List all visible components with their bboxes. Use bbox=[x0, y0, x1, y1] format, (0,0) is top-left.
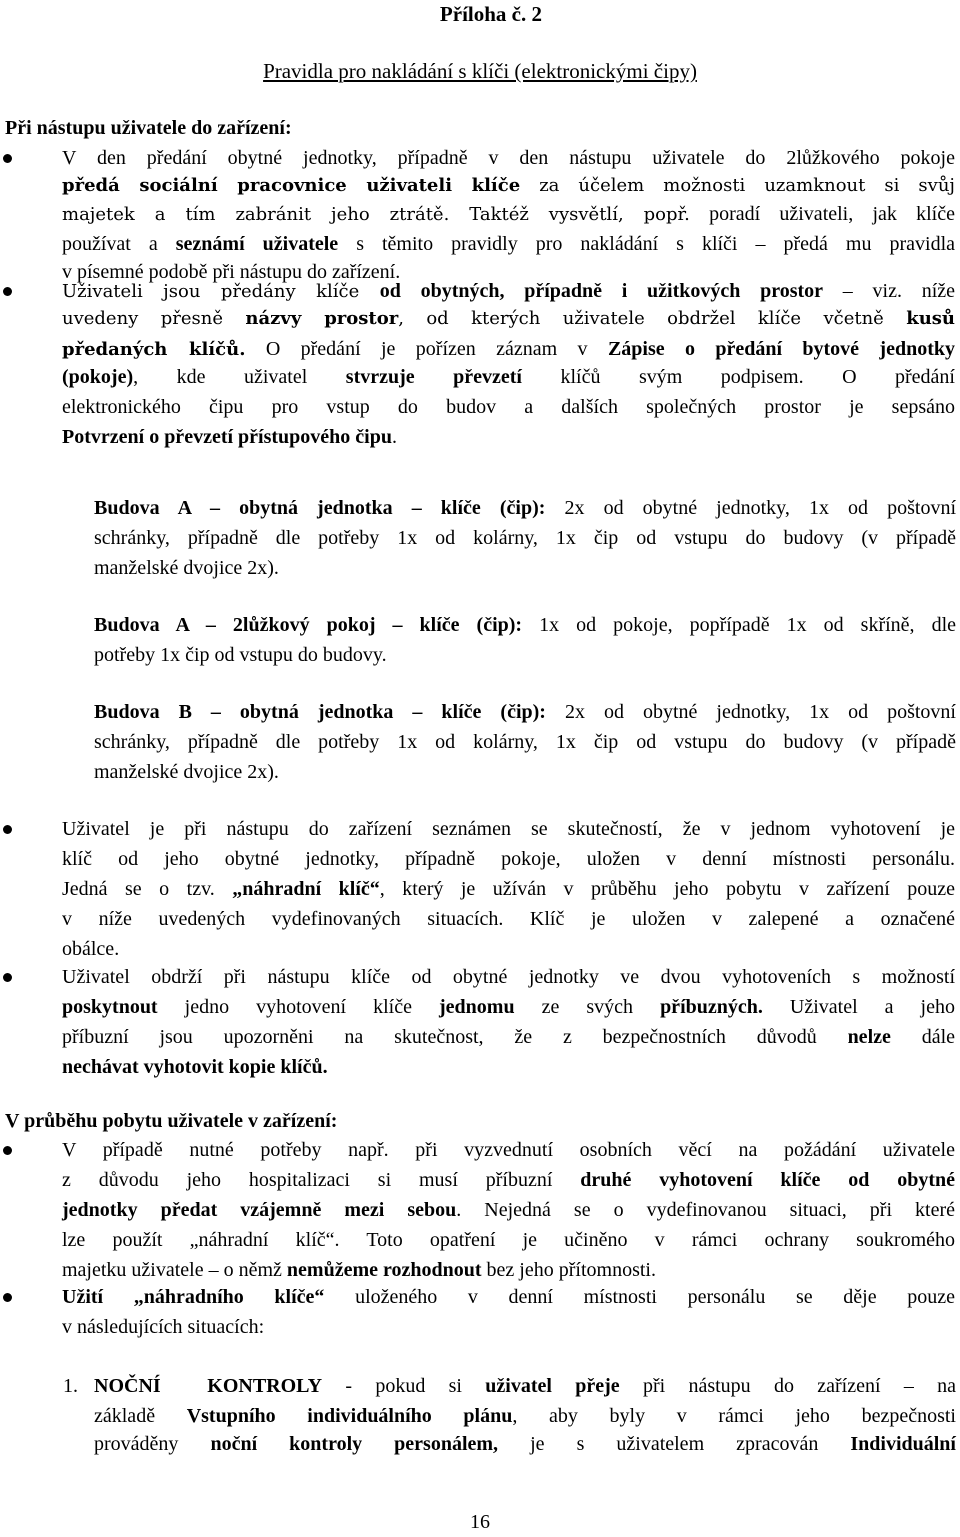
text-line: Uživatel obdrží při nástupu klíče od obytné jednotky ve dvou vyhotoveních s možností bbox=[62, 966, 955, 988]
document-title: Pravidla pro nakládání s klíči (elektronickými čipy) bbox=[263, 59, 697, 83]
annex-label: Příloha č. 2 bbox=[439, 2, 542, 26]
text-line: elektronického čipu pro vstup do budov a dalších společných prostor je sepsáno bbox=[62, 396, 955, 418]
text-line: majetek a tím zabránit jeho ztrátě. Taktéž vysvětlí, popř. poradí uživateli, jak klíče bbox=[62, 203, 955, 225]
text-line: nechávat vyhotovit kopie klíčů. bbox=[62, 1056, 328, 1078]
text-line: uvedeny přesně názvy prostor, od kterých uživatele obdržel klíče včetně kusů bbox=[62, 308, 955, 329]
text-line: Potvrzení o převzetí přístupového čipu. bbox=[62, 426, 397, 448]
text-line: z důvodu jeho hospitalizaci si musí příbuzní druhé vyhotovení klíče od obytné bbox=[62, 1169, 955, 1191]
bullet-dot bbox=[3, 1293, 12, 1302]
text-line: Uživateli jsou předány klíče od obytných, případně i užitkových prostor – viz. níže bbox=[62, 280, 955, 302]
text-line: schránky, případně dle potřeby 1x od kolárny, 1x čip od vstupu do budovy (v případě bbox=[94, 731, 956, 753]
text-line: majetku uživatele – o němž nemůžeme rozhodnout bez jeho přítomnosti. bbox=[62, 1259, 656, 1281]
page-number: 16 bbox=[470, 1511, 490, 1533]
text-line: Užití „náhradního klíče“ uloženého v denní místnosti personálu se děje pouze bbox=[62, 1286, 955, 1308]
text-line: V případě nutné potřeby např. při vyzvednutí osobních věcí na požádání uživatele bbox=[62, 1139, 955, 1161]
bullet-dot bbox=[3, 973, 12, 982]
text-line: v níže uvedených vydefinovaných situacích. Klíč je uložen v zalepené a označené bbox=[62, 908, 955, 930]
list-number: 1. bbox=[63, 1375, 78, 1397]
bullet-dot bbox=[3, 154, 12, 163]
text-line: potřeby 1x čip od vstupu do budovy. bbox=[94, 644, 387, 666]
text-line: (pokoje), kde uživatel stvrzuje převzetí klíčů svým podpisem. O předání bbox=[62, 366, 955, 388]
text-line: manželské dvojice 2x). bbox=[94, 557, 279, 579]
text-line: Budova A – obytná jednotka – klíče (čip): 2x od obytné jednotky, 1x od poštovní bbox=[94, 497, 956, 519]
text-line: Jedná se o tzv. „náhradní klíč“, který je užíván v průběhu jeho pobytu v zařízení pouze bbox=[62, 878, 955, 900]
section-heading-stay: V průběhu pobytu uživatele v zařízení: bbox=[5, 1110, 338, 1132]
text-line: Uživatel je při nástupu do zařízení seznámen se skutečností, že v jednom vyhotovení je bbox=[62, 818, 955, 840]
bullet-dot bbox=[3, 1146, 12, 1155]
text-line: obálce. bbox=[62, 938, 120, 960]
bullet-dot bbox=[3, 287, 12, 296]
text-line: klíč od jeho obytné jednotky, případně pokoje, uložen v denní místnosti personálu. bbox=[62, 848, 955, 870]
text-line: lze použít „náhradní klíč“. Toto opatření je učiněno v rámci ochrany soukromého bbox=[62, 1229, 955, 1251]
text-line: Budova A – 2lůžkový pokoj – klíče (čip): 1x od pokoje, popřípadě 1x od skříně, dle bbox=[94, 614, 957, 636]
text-line: používat a seznámí uživatele s těmito pravidly pro nakládání s klíči – předá mu pravidla bbox=[62, 233, 956, 255]
text-line: manželské dvojice 2x). bbox=[94, 761, 279, 783]
text-line: v písemné podobě při nástupu do zařízení. bbox=[62, 261, 401, 283]
text-line: předá sociální pracovnice uživateli klíče za účelem možnosti uzamknout si svůj bbox=[62, 175, 955, 196]
text-line: Budova B – obytná jednotka – klíče (čip): 2x od obytné jednotky, 1x od poštovní bbox=[94, 701, 956, 723]
text-line: prováděny noční kontroly personálem, je s uživatelem zpracován Individuální bbox=[94, 1433, 956, 1455]
text-line: předaných klíčů. O předání je pořízen záznam v Zápise o předání bytové jednotky bbox=[62, 338, 955, 360]
text-line: v následujících situacích: bbox=[62, 1316, 265, 1338]
text-line: základě Vstupního individuálního plánu, aby byly v rámci jeho bezpečnosti bbox=[94, 1405, 956, 1427]
bullet-dot bbox=[3, 825, 12, 834]
text-line: poskytnout jedno vyhotovení klíče jednomu ze svých příbuzných. Uživatel a jeho bbox=[62, 996, 955, 1018]
text-line: V den předání obytné jednotky, případně v den nástupu uživatele do 2lůžkového pokoje bbox=[62, 147, 955, 169]
text-line: schránky, případně dle potřeby 1x od kolárny, 1x čip od vstupu do budovy (v případě bbox=[94, 527, 956, 549]
text-line: jednotky předat vzájemně mezi sebou. Nejedná se o vydefinovanou situaci, při které bbox=[62, 1199, 956, 1221]
text-line: příbuzní jsou upozorněni na skutečnost, že z bezpečnostních důvodů nelze dále bbox=[62, 1026, 956, 1048]
section-heading-arrival: Při nástupu uživatele do zařízení: bbox=[5, 117, 292, 139]
text-line: NOČNÍ KONTROLY - pokud si uživatel přeje při nástupu do zařízení – na bbox=[94, 1375, 957, 1397]
